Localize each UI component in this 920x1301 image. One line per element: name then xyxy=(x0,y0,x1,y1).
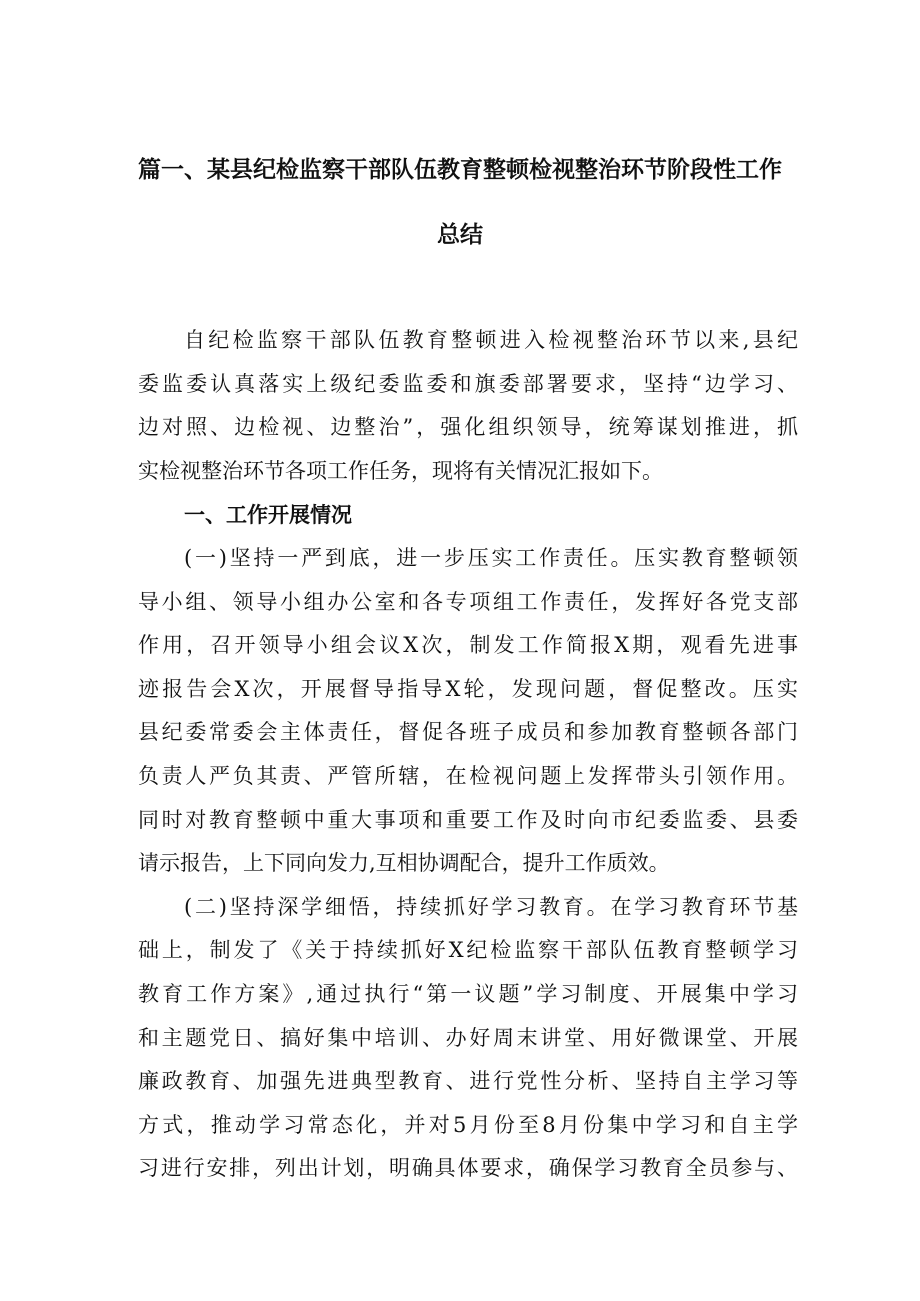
paragraph-line: 方式，推动学习常态化，并对5月份至8月份集中学习和自主学 xyxy=(138,1112,798,1137)
paragraph-line: 教育工作方案》,通过执行“第一议题”学习制度、开展集中学习 xyxy=(138,981,798,1006)
study-paragraph xyxy=(138,886,798,1191)
paragraph-line: (二)坚持深学细悟，持续抓好学习教育。在学习教育环节基 xyxy=(184,894,798,919)
paragraph-line: (一)坚持一严到底，进一步压实工作责任。压实教育整顿领 xyxy=(184,545,798,570)
paragraph-line: 边对照、边检视、边整治”，强化组织领导，统筹谋划推进，抓 xyxy=(138,415,798,440)
paragraph-line: 导小组、领导小组办公室和各专项组工作责任，发挥好各党支部 xyxy=(138,589,798,614)
paragraph-line: 作用，召开领导小组会议X次，制发工作简报X期，观看先进事 xyxy=(138,633,798,658)
paragraph-line: 同时对教育整顿中重大事项和重要工作及时向市纪委监委、县委 xyxy=(138,807,798,832)
paragraph-line: 县纪委常委会主体责任，督促各班子成员和参加教育整顿各部门 xyxy=(138,720,798,745)
paragraph-line: 础上，制发了《关于持续抓好X纪检监察干部队伍教育整顿学习 xyxy=(138,938,798,963)
paragraph-line: 负责人严负其责、严管所辖，在检视问题上发挥带头引领作用。 xyxy=(138,763,798,788)
paragraph-line: 迹报告会X次，开展督导指导X轮，发现问题，督促整改。压实 xyxy=(138,676,798,701)
document-body xyxy=(138,319,798,1191)
paragraph-line: 委监委认真落实上级纪委监委和旗委部署要求，坚持“边学习、 xyxy=(138,371,798,396)
paragraph-line: 自纪检监察干部队伍教育整顿进入检视整治环节以来,县纪 xyxy=(184,328,798,352)
section-heading: 一、工作开展情况 xyxy=(184,502,352,528)
document-title-line-1: 篇一、某县纪检监察干部队伍教育整顿检视整治环节阶段性工作 xyxy=(138,156,782,183)
intro-paragraph xyxy=(138,319,798,493)
paragraph-line: 和主题党日、搞好集中培训、办好周末讲堂、用好微课堂、开展 xyxy=(138,1025,798,1050)
responsibility-paragraph xyxy=(138,537,798,886)
paragraph-line: 请示报告，上下同向发力,互相协调配合，提升工作质效。 xyxy=(138,851,670,876)
paragraph-line: 廉政教育、加强先进典型教育、进行党性分析、坚持自主学习等 xyxy=(138,1069,798,1094)
paragraph-line: 实检视整治环节各项工作任务，现将有关情况汇报如下。 xyxy=(138,458,663,483)
document-title-line-2: 总结 xyxy=(437,221,483,248)
paragraph-line: 习进行安排，列出计划，明确具体要求，确保学习教育全员参与、 xyxy=(138,1156,798,1181)
